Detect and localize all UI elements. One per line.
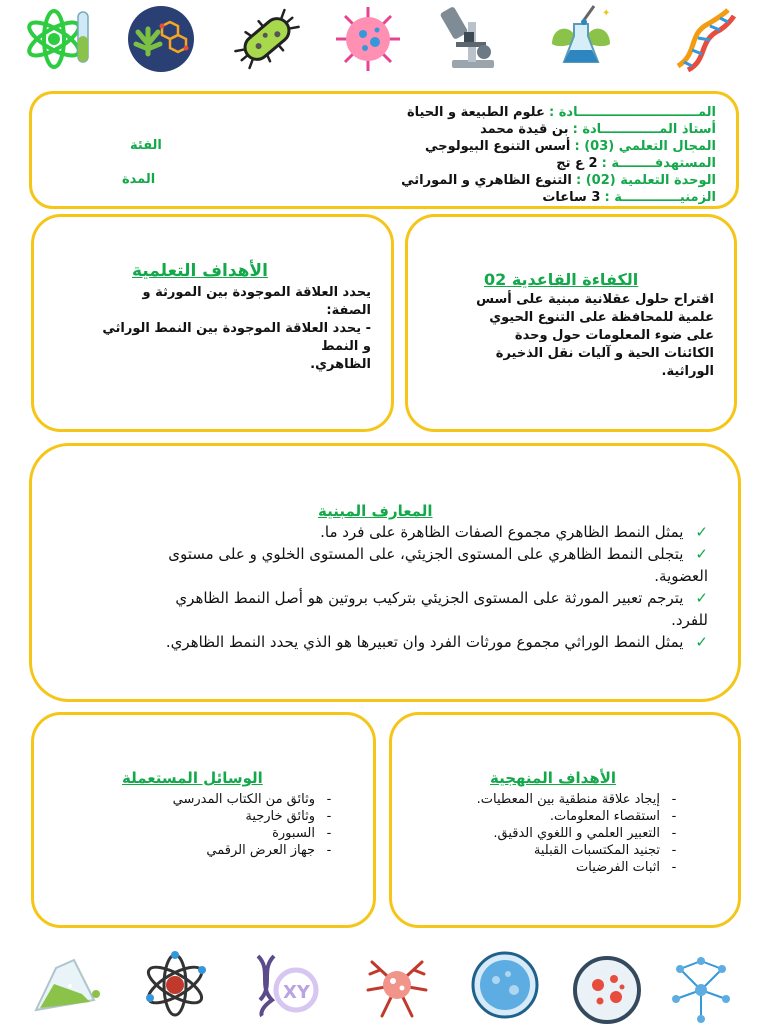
petri-dish-icon bbox=[470, 950, 540, 1020]
built-knowledge-box bbox=[29, 443, 741, 702]
knowledge-item bbox=[68, 521, 708, 543]
cannabis-molecule-icon bbox=[126, 4, 196, 74]
tools-used-box bbox=[31, 712, 376, 928]
subject-label: المـــــــــــــــــــــــــــادة : bbox=[549, 105, 716, 120]
method-item: -تجنيد المكتسبات القبلية bbox=[533, 843, 677, 858]
checkmark-icon: ✓ bbox=[695, 633, 708, 651]
checkmark-icon: ✓ bbox=[695, 523, 708, 541]
subject-value: علوم الطبيعة و الحياة bbox=[406, 105, 545, 120]
time-label: الزمنيـــــــــــــة : bbox=[604, 190, 716, 205]
basic-competency-title: الكفاءة القاعدية 02 bbox=[484, 270, 639, 289]
basic-competency-text bbox=[414, 291, 714, 381]
checkmark-icon: ✓ bbox=[695, 545, 708, 563]
chromosome-xy-icon bbox=[252, 950, 322, 1020]
knowledge-item bbox=[68, 587, 708, 631]
method-item: -استقصاء المعلومات. bbox=[549, 809, 677, 824]
knowledge-item-text: يمثل النمط الوراثي مجموع مورثات الفرد وان تعبيرها هو الذي يحدد النمط الظاهري. bbox=[165, 633, 684, 651]
time-line bbox=[542, 189, 716, 206]
competency-line: الكائنات الحية و آليات نقل الذخيرة bbox=[495, 346, 714, 361]
competency-line: علمية للمحافظة على التنوع الحيوي bbox=[489, 310, 714, 325]
molecule-network-icon bbox=[666, 955, 736, 1025]
flask-icon bbox=[30, 950, 100, 1020]
bacterium-icon bbox=[232, 4, 302, 74]
competency-line: الوراثية. bbox=[661, 364, 714, 379]
time-value: 3 ساعات bbox=[542, 190, 601, 205]
virus-icon bbox=[333, 4, 403, 74]
knowledge-item-text: يمثل النمط الظاهري مجموع الصفات الظاهرة على فرد ما. bbox=[320, 523, 684, 541]
competency-line: اقتراح حلول عقلانية مبنية على أسس bbox=[476, 292, 714, 307]
objective-line: - يحدد العلاقة الموجودة بين النمط الوراثي bbox=[102, 321, 371, 336]
subject-line bbox=[407, 104, 716, 121]
learning-objectives-text bbox=[41, 284, 371, 374]
teacher-value: بن قيدة محمد bbox=[480, 122, 569, 137]
atom-with-test-tube-icon bbox=[22, 4, 92, 74]
domain-value: أسس التنوع البيولوجي bbox=[425, 139, 571, 154]
unit-line bbox=[401, 172, 716, 189]
unit-label: الوحدة التعلمية (02) : bbox=[576, 173, 716, 188]
checkmark-icon: ✓ bbox=[695, 589, 708, 607]
objective-line: الصفة: bbox=[326, 303, 371, 318]
target-label: المستهدفــــــــة : bbox=[601, 156, 716, 171]
domain-line bbox=[425, 138, 716, 155]
teacher-label: أستاذ المـــــــــــــادة : bbox=[572, 122, 716, 137]
knowledge-item-continuation: العضوية. bbox=[654, 567, 708, 585]
atom-icon bbox=[140, 950, 210, 1020]
category-label: الفئة bbox=[130, 138, 162, 153]
knowledge-item-text: يتجلى النمط الظاهري على المستوى الجزيئي، على المستوى الخلوي و على مستوى bbox=[168, 545, 684, 563]
domain-label: المجال التعلمي (03) : bbox=[574, 139, 716, 154]
tool-item: -وثائق خارجية bbox=[245, 809, 332, 824]
target-line bbox=[556, 155, 716, 172]
microscope-icon bbox=[438, 2, 508, 72]
lesson-info-header bbox=[29, 91, 739, 209]
unit-value: التنوع الظاهري و الموراثي bbox=[401, 173, 572, 188]
methodological-objectives-box bbox=[389, 712, 741, 928]
target-value: 2 ع تج bbox=[556, 156, 598, 171]
objective-line: الظاهري. bbox=[310, 357, 371, 372]
methodological-objectives-title: الأهداف المنهجية bbox=[490, 769, 617, 787]
knowledge-item-continuation: للفرد. bbox=[671, 611, 708, 629]
method-item: -اثبات الفرضيات bbox=[576, 860, 677, 875]
tool-item: -وثائق من الكتاب المدرسي bbox=[172, 792, 332, 807]
blood-cells-icon bbox=[572, 955, 642, 1025]
neuron-icon bbox=[362, 950, 432, 1020]
dna-helix-icon bbox=[668, 4, 738, 74]
svg-text:XY: XY bbox=[283, 982, 310, 1003]
method-item: -التعبير العلمي و اللغوي الدقيق. bbox=[493, 826, 677, 841]
lab-flask-leaves-icon bbox=[546, 2, 616, 72]
competency-line: على ضوء المعلومات حول وحدة bbox=[514, 328, 714, 343]
knowledge-item bbox=[68, 631, 708, 653]
objective-line: يحدد العلاقة الموجودة بين المورثة و bbox=[142, 285, 371, 300]
objective-line: و النمط bbox=[321, 339, 371, 354]
tools-used-title: الوسائل المستعملة bbox=[122, 769, 263, 787]
knowledge-item-text: يترجم تعبير المورثة على المستوى الجزيئي بتركيب بروتين هو أصل النمط الظاهري bbox=[175, 589, 684, 607]
knowledge-item bbox=[68, 543, 708, 587]
built-knowledge-title: المعارف المبنية bbox=[318, 502, 433, 520]
duration-label: المدة bbox=[122, 172, 156, 187]
tool-item: -جهاز العرض الرقمي bbox=[206, 843, 332, 858]
tool-item: -السبورة bbox=[272, 826, 332, 841]
basic-competency-box bbox=[405, 214, 737, 432]
method-item: -إيجاد علاقة منطقية بين المعطيات. bbox=[476, 792, 677, 807]
svg-text:✦: ✦ bbox=[602, 8, 611, 19]
teacher-line bbox=[480, 121, 716, 138]
learning-objectives-title: الأهداف التعلمية bbox=[132, 261, 268, 281]
learning-objectives-box bbox=[31, 214, 394, 432]
